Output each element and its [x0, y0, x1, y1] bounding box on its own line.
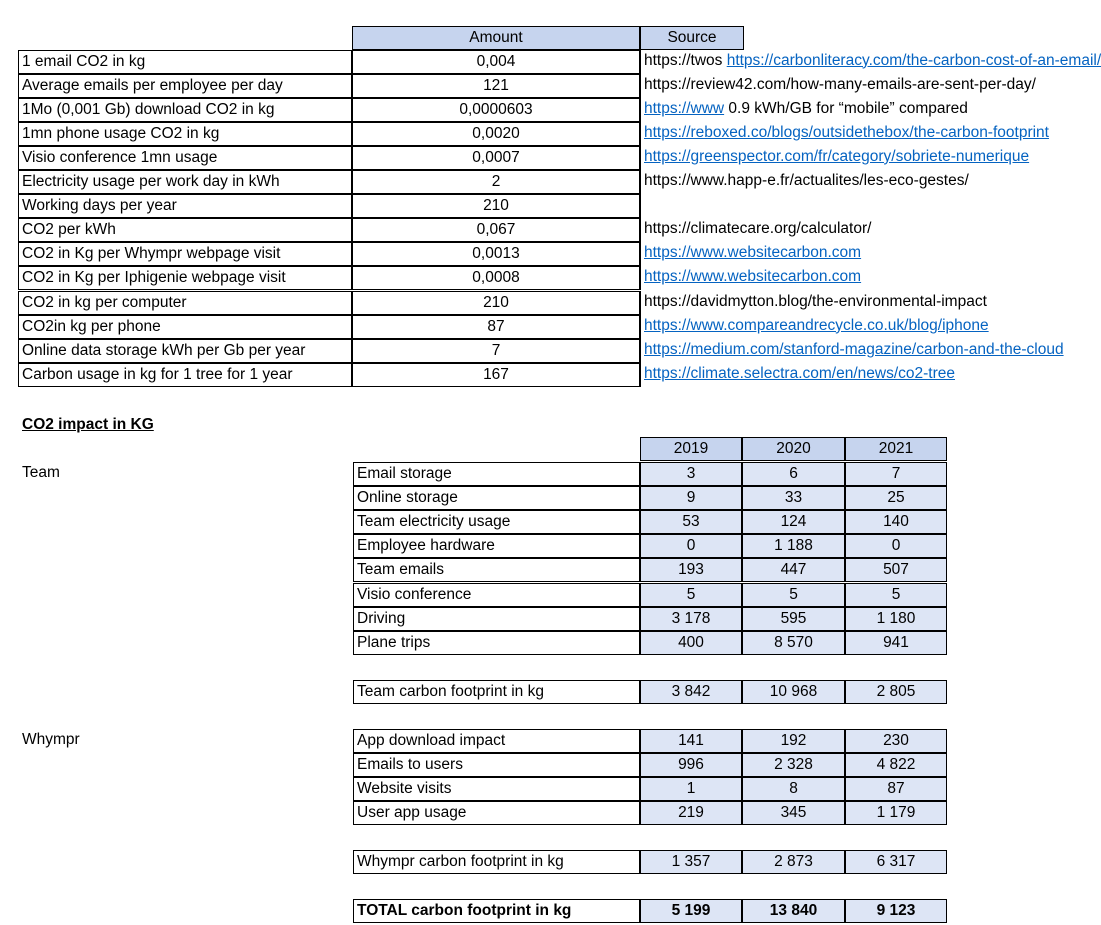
param-source — [640, 170, 1030, 194]
param-source — [640, 363, 1030, 387]
whympr-row-value: 345 — [742, 801, 845, 825]
param-amount: 0,067 — [352, 218, 640, 242]
team-row-value: 0 — [640, 534, 742, 558]
whympr-row-value: 4 822 — [845, 753, 947, 777]
year-header: 2020 — [742, 437, 845, 461]
team-row-label: Driving — [353, 607, 640, 631]
whympr-row-value: 1 — [640, 777, 742, 801]
param-source — [640, 74, 1036, 98]
whympr-row-value: 141 — [640, 729, 742, 753]
team-row-value: 193 — [640, 558, 742, 582]
param-amount: 87 — [352, 315, 640, 339]
whympr-row-value: 192 — [742, 729, 845, 753]
section-title: CO2 impact in KG — [22, 416, 154, 433]
param-amount: 0,0007 — [352, 146, 640, 170]
source-text: https://www.happ-e.fr/actualites/les-eco-gestes/ — [644, 172, 969, 189]
whympr-row-value: 8 — [742, 777, 845, 801]
param-source — [640, 218, 1030, 242]
source-text: https://twos — [644, 51, 727, 69]
whympr-row-label: User app usage — [353, 801, 640, 825]
param-source — [640, 98, 1030, 122]
year-header: 2019 — [640, 437, 742, 461]
param-amount: 7 — [352, 339, 640, 363]
team-row-value: 124 — [742, 510, 845, 534]
whympr-total-value: 1 357 — [640, 850, 742, 874]
team-row-value: 3 — [640, 462, 742, 486]
source-header: Source — [640, 26, 744, 50]
source-link[interactable]: https://www.websitecarbon.com — [644, 268, 862, 286]
grand-total-value: 5 199 — [640, 899, 742, 923]
param-amount: 167 — [352, 363, 640, 387]
whympr-row-value: 996 — [640, 753, 742, 777]
team-row-value: 5 — [640, 583, 742, 607]
team-row-label: Team electricity usage — [353, 510, 640, 534]
team-total-value: 2 805 — [845, 680, 947, 704]
whympr-row-value: 1 179 — [845, 801, 947, 825]
team-row-value: 6 — [742, 462, 845, 486]
param-source — [640, 50, 1101, 74]
source-text: 0.9 kWh/GB for “mobile” compared — [724, 99, 968, 117]
param-source — [640, 194, 1030, 218]
whympr-row-label: App download impact — [353, 729, 640, 753]
param-label: CO2in kg per phone — [18, 315, 352, 339]
team-total-value: 3 842 — [640, 680, 742, 704]
param-label: CO2 per kWh — [18, 218, 352, 242]
team-row-value: 7 — [845, 462, 947, 486]
team-label: Team — [22, 463, 60, 481]
param-label: Online data storage kWh per Gb per year — [18, 339, 352, 363]
grand-total-value: 13 840 — [742, 899, 845, 923]
source-link[interactable]: https://climate.selectra.com/en/news/co2-tree — [644, 364, 955, 382]
param-label: CO2 in kg per computer — [18, 291, 352, 315]
team-row-value: 1 188 — [742, 534, 845, 558]
team-row-value: 941 — [845, 631, 947, 655]
team-row-value: 140 — [845, 510, 947, 534]
team-row-label: Team emails — [353, 558, 640, 582]
whympr-row-value: 219 — [640, 801, 742, 825]
team-row-label: Email storage — [353, 462, 640, 486]
team-row-value: 3 178 — [640, 607, 742, 631]
param-source — [640, 266, 1030, 290]
param-label: 1 email CO2 in kg — [18, 50, 352, 74]
whympr-label: Whympr — [22, 730, 80, 748]
source-text: https://climatecare.org/calculator/ — [644, 220, 872, 238]
param-source — [640, 122, 1049, 146]
param-amount: 121 — [352, 74, 640, 98]
team-row-label: Online storage — [353, 486, 640, 510]
param-amount: 210 — [352, 194, 640, 218]
grand-total-label: TOTAL carbon footprint in kg — [353, 899, 640, 923]
team-row-value: 5 — [742, 583, 845, 607]
whympr-total-label: Whympr carbon footprint in kg — [353, 850, 640, 874]
team-row-value: 400 — [640, 631, 742, 655]
team-row-value: 33 — [742, 486, 845, 510]
param-source — [640, 242, 1030, 266]
team-total-label: Team carbon footprint in kg — [353, 680, 640, 704]
team-row-label: Employee hardware — [353, 534, 640, 558]
param-amount: 0,004 — [352, 50, 640, 74]
team-row-label: Visio conference — [353, 583, 640, 607]
source-link[interactable]: https://greenspector.com/fr/category/sobriete-numerique — [644, 147, 1030, 165]
source-link[interactable]: https://www — [644, 99, 725, 117]
param-label: Visio conference 1mn usage — [18, 146, 352, 170]
team-row-value: 595 — [742, 607, 845, 631]
param-label: CO2 in Kg per Whympr webpage visit — [18, 242, 352, 266]
team-row-value: 1 180 — [845, 607, 947, 631]
param-label: Average emails per employee per day — [18, 74, 352, 98]
param-label: CO2 in Kg per Iphigenie webpage visit — [18, 266, 352, 290]
team-row-value: 25 — [845, 486, 947, 510]
whympr-row-label: Emails to users — [353, 753, 640, 777]
source-link[interactable]: https://www.compareandrecycle.co.uk/blog/iphone — [644, 316, 989, 334]
param-source — [640, 146, 1030, 170]
param-source — [640, 339, 1064, 363]
param-amount: 0,0000603 — [352, 98, 640, 122]
team-row-value: 507 — [845, 558, 947, 582]
team-row-value: 5 — [845, 583, 947, 607]
whympr-total-value: 2 873 — [742, 850, 845, 874]
param-label: Electricity usage per work day in kWh — [18, 170, 352, 194]
param-source — [640, 315, 1030, 339]
param-amount: 2 — [352, 170, 640, 194]
whympr-row-value: 2 328 — [742, 753, 845, 777]
team-row-value: 8 570 — [742, 631, 845, 655]
param-source — [640, 291, 1030, 315]
param-label: Working days per year — [18, 194, 352, 218]
source-text: https://davidmytton.blog/the-environmental-impact — [644, 292, 987, 310]
source-text: https://review42.com/how-many-emails-are-sent-per-day/ — [644, 75, 1036, 93]
grand-total-value: 9 123 — [845, 899, 947, 923]
team-row-value: 447 — [742, 558, 845, 582]
source-link[interactable]: https://reboxed.co/blogs/outsidethebox/the-carbon-footprint — [644, 123, 1049, 141]
source-link[interactable]: https://medium.com/stanford-magazine/carbon-and-the-cloud — [644, 340, 1064, 358]
param-amount: 0,0008 — [352, 266, 640, 290]
whympr-row-value: 87 — [845, 777, 947, 801]
param-label: 1Mo (0,001 Gb) download CO2 in kg — [18, 98, 352, 122]
whympr-row-label: Website visits — [353, 777, 640, 801]
team-row-value: 53 — [640, 510, 742, 534]
param-amount: 0,0013 — [352, 242, 640, 266]
whympr-row-value: 230 — [845, 729, 947, 753]
source-link[interactable]: https://carbonliteracy.com/the-carbon-cost-of-an-email/ — [726, 51, 1101, 69]
team-total-value: 10 968 — [742, 680, 845, 704]
team-row-value: 0 — [845, 534, 947, 558]
team-row-value: 9 — [640, 486, 742, 510]
source-link[interactable]: https://www.websitecarbon.com — [644, 244, 862, 262]
param-amount: 0,0020 — [352, 122, 640, 146]
year-header: 2021 — [845, 437, 947, 461]
param-amount: 210 — [352, 291, 640, 315]
param-label: Carbon usage in kg for 1 tree for 1 year — [18, 363, 352, 387]
team-row-label: Plane trips — [353, 631, 640, 655]
param-label: 1mn phone usage CO2 in kg — [18, 122, 352, 146]
amount-header: Amount — [352, 26, 640, 50]
whympr-total-value: 6 317 — [845, 850, 947, 874]
